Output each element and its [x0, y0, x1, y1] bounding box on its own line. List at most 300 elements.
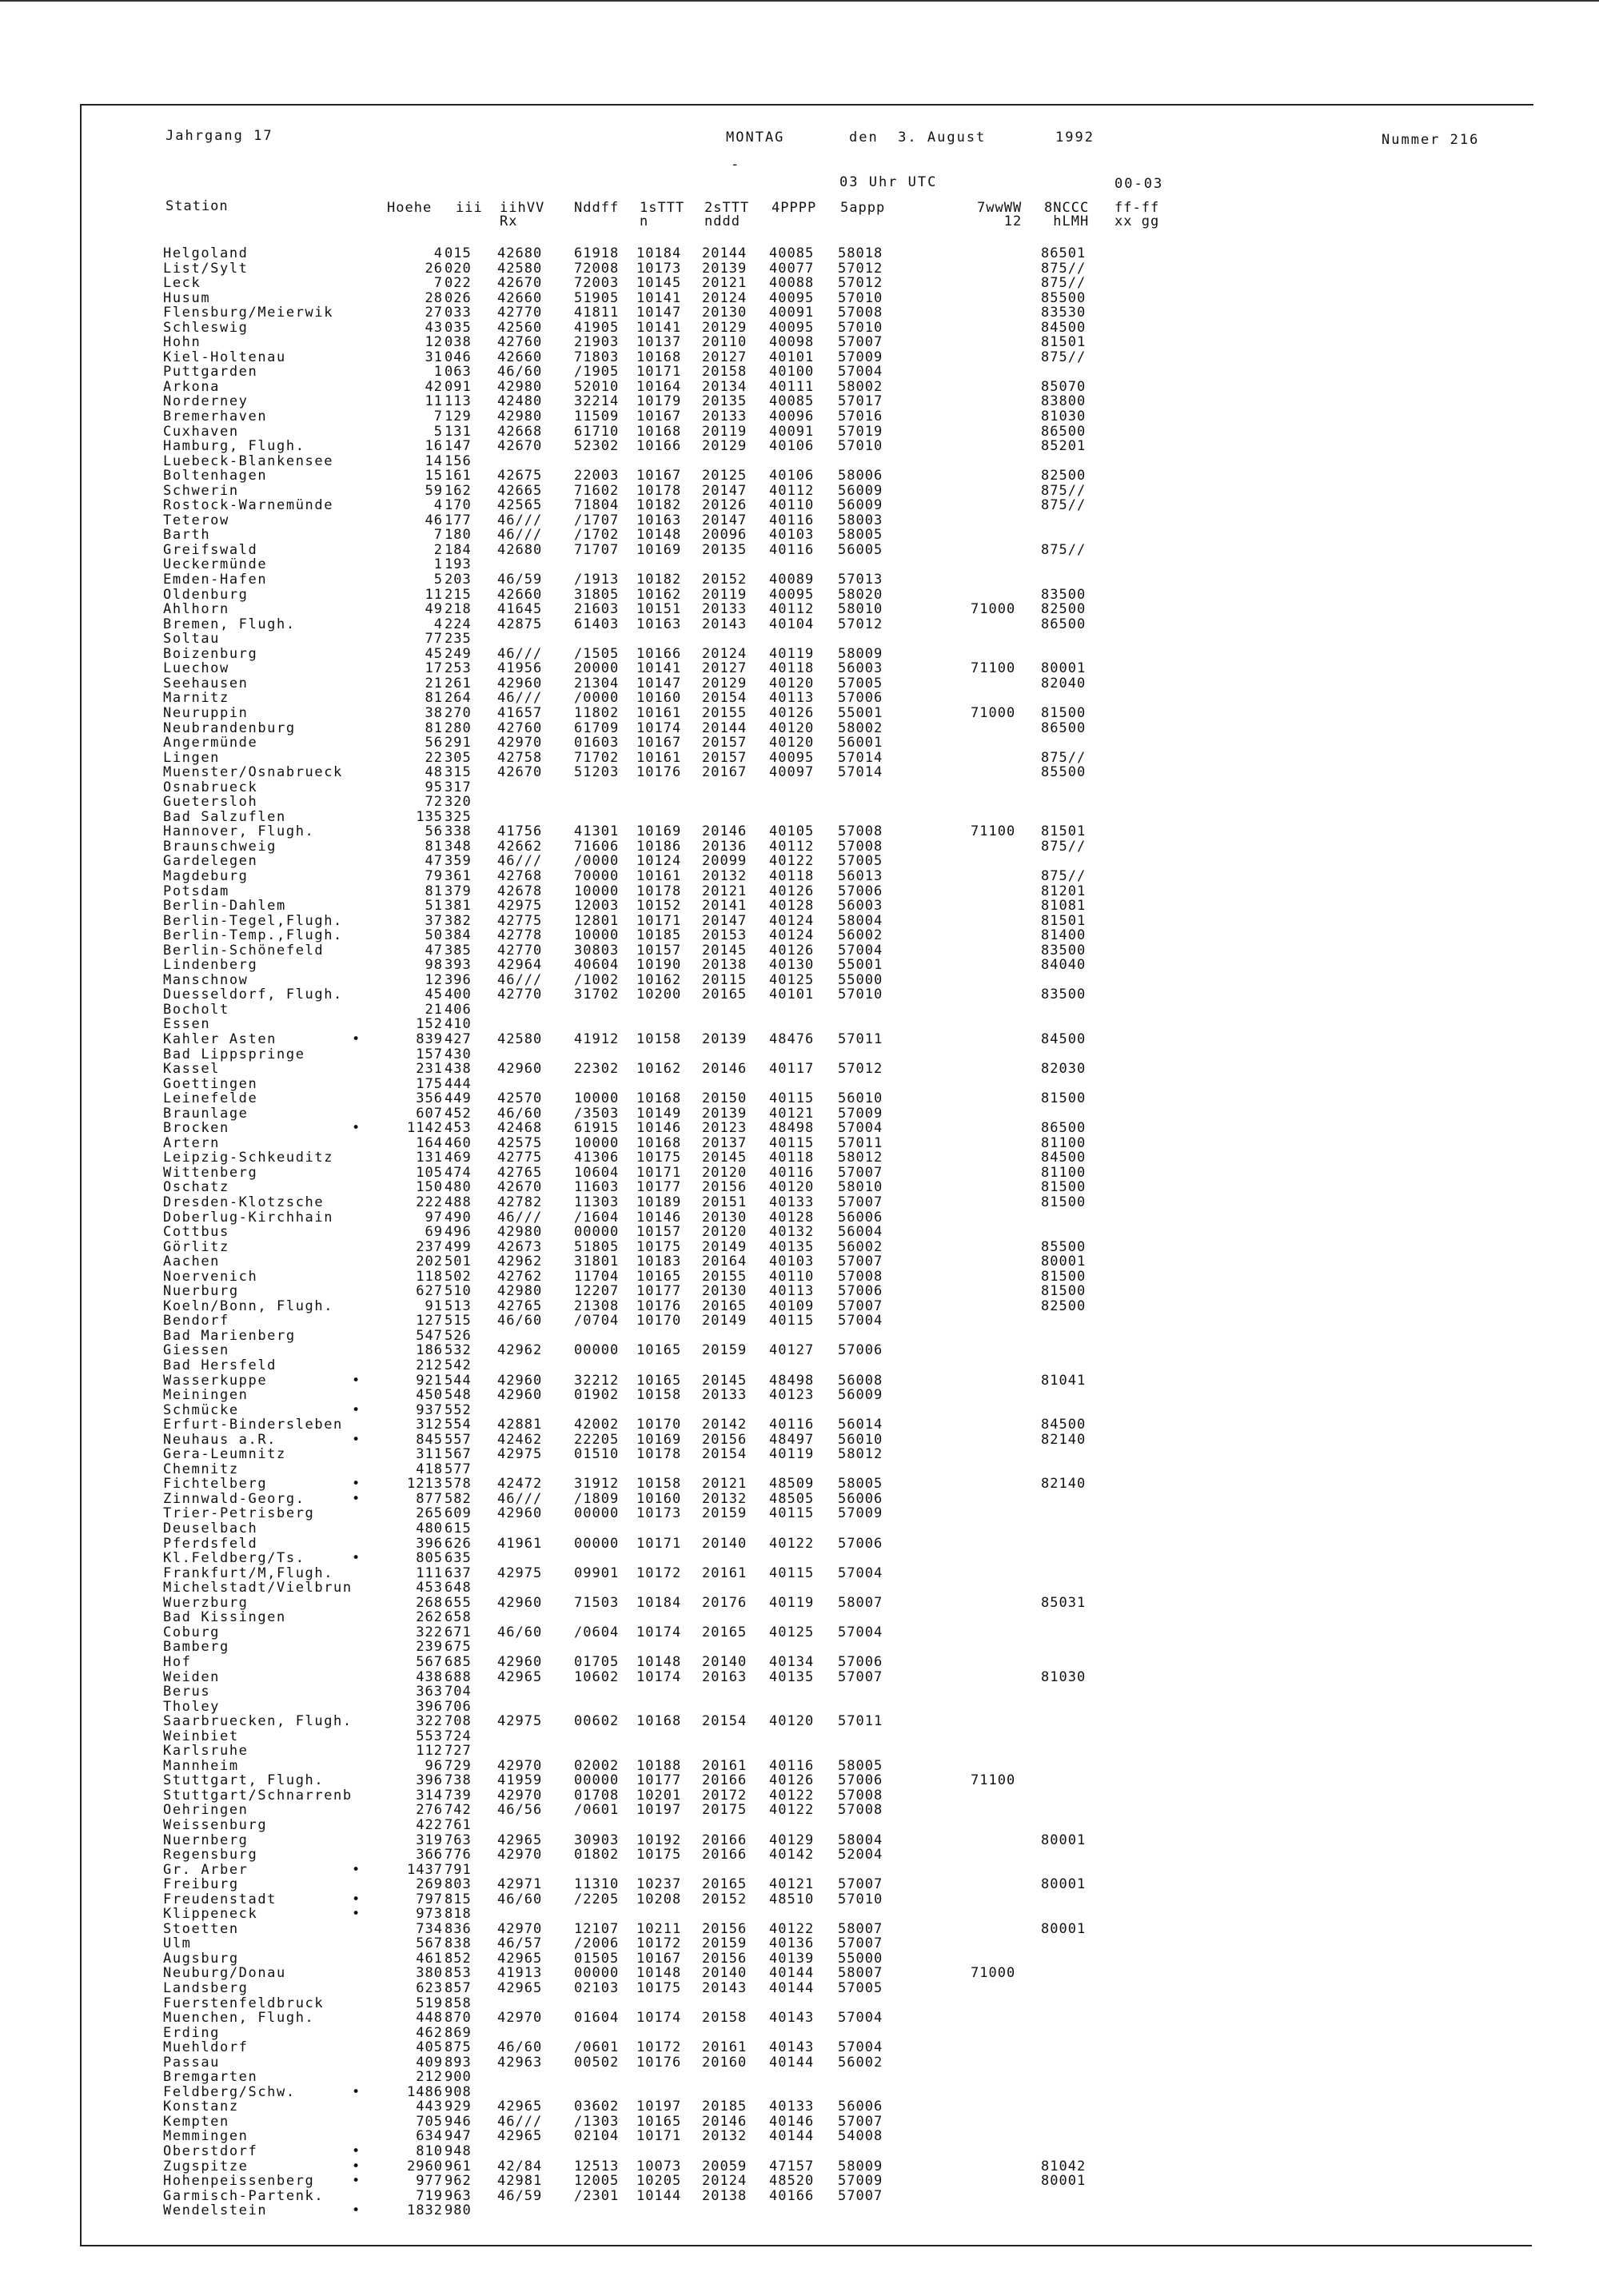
group-2sttt: 20132	[702, 867, 748, 884]
station-height: 152	[416, 1016, 443, 1033]
station-name: Oschatz	[163, 1179, 229, 1196]
station-height: 212	[416, 2069, 443, 2086]
station-number: 184	[445, 541, 472, 558]
group-4pppp: 40133	[769, 2099, 815, 2115]
station-number: 203	[445, 572, 472, 588]
group-2sttt: 20166	[702, 1772, 748, 1789]
station-height: 839	[416, 1030, 443, 1047]
group-1sttt: 10161	[636, 749, 682, 766]
station-name: Muehldorf	[163, 2039, 249, 2056]
table-row	[0, 543, 1599, 558]
group-2sttt: 20165	[702, 1297, 748, 1314]
group-1sttt: 10163	[636, 616, 682, 632]
station-height: 49	[425, 601, 443, 618]
station-height: 973	[416, 1906, 443, 1923]
group-iihvv: 42670	[497, 764, 543, 781]
col-7wwww: 7wwWW 12	[977, 200, 1023, 229]
group-nddff: 61710	[574, 423, 620, 440]
group-5appp: 56014	[838, 1417, 883, 1433]
group-iihvv: 42462	[497, 1431, 543, 1448]
group-iihvv: 41756	[497, 823, 543, 840]
station-height: 96	[425, 1757, 443, 1774]
station-name: Oberstdorf	[163, 2143, 258, 2159]
group-1sttt: 10175	[636, 1979, 682, 1996]
group-nddff: 00000	[574, 1965, 620, 1982]
station-height: 453	[416, 1580, 443, 1596]
group-2sttt: 20140	[702, 1535, 748, 1552]
table-row	[0, 1254, 1599, 1270]
station-number: 567	[445, 1446, 472, 1463]
station-height: 95	[425, 779, 443, 795]
group-1sttt: 10148	[636, 1965, 682, 1982]
station-name: Berlin-Schönefeld	[163, 942, 325, 959]
group-iihvv: 42678	[497, 883, 543, 899]
group-2sttt: 20139	[702, 1105, 748, 1122]
year-label: 1992	[1055, 130, 1095, 145]
col-iii: iii	[456, 200, 483, 216]
group-2sttt: 20141	[702, 898, 748, 915]
station-number: 469	[445, 1150, 472, 1166]
group-1sttt: 10176	[636, 1297, 682, 1314]
group-1sttt: 10158	[636, 1476, 682, 1493]
station-height: 314	[416, 1787, 443, 1804]
group-1sttt: 10174	[636, 2010, 682, 2027]
station-name: Luebeck-Blankensee	[163, 452, 334, 469]
group-iihvv: 42670	[497, 275, 543, 292]
group-2sttt: 20124	[702, 289, 748, 306]
group-5appp: 57010	[838, 987, 883, 1003]
station-name: Bamberg	[163, 1639, 229, 1656]
station-number: 315	[445, 764, 472, 781]
group-8nccc: 82500	[1041, 1297, 1087, 1314]
station-number: 033	[445, 305, 472, 321]
station-number: 325	[445, 808, 472, 825]
group-1sttt: 10162	[636, 586, 682, 603]
group-iihvv: 42560	[497, 319, 543, 336]
group-2sttt: 20138	[702, 957, 748, 974]
group-nddff: 71707	[574, 541, 620, 558]
group-2sttt: 20144	[702, 245, 748, 261]
group-4pppp: 48497	[769, 1431, 815, 1448]
station-height: 239	[416, 1639, 443, 1656]
group-nddff: 01705	[574, 1653, 620, 1670]
table-row	[0, 1017, 1599, 1032]
group-iihvv: 46///	[497, 1490, 543, 1507]
group-2sttt: 20138	[702, 2187, 748, 2204]
group-8nccc: 82030	[1041, 1061, 1087, 1078]
group-nddff: 22205	[574, 1431, 620, 1448]
group-iihvv: 42960	[497, 1594, 543, 1611]
table-row	[0, 914, 1599, 929]
station-name: Meiningen	[163, 1387, 249, 1404]
station-number: 400	[445, 987, 472, 1003]
group-8nccc: 86500	[1041, 423, 1087, 440]
table-row	[0, 824, 1599, 839]
group-nddff: 10000	[574, 1090, 620, 1107]
station-number: 193	[445, 556, 472, 573]
station-height: 977	[416, 2173, 443, 2190]
group-4pppp: 40143	[769, 2039, 815, 2056]
station-name: Soltau	[163, 631, 221, 648]
table-row	[0, 780, 1599, 795]
group-iihvv: 42670	[497, 1179, 543, 1196]
group-iihvv: 46///	[497, 2113, 543, 2130]
table-row	[0, 765, 1599, 780]
group-iihvv: 46///	[497, 1209, 543, 1226]
group-8nccc: 81500	[1041, 1268, 1087, 1285]
group-4pppp: 40103	[769, 1254, 815, 1270]
table-row	[0, 335, 1599, 350]
station-height: 634	[416, 2128, 443, 2145]
station-number: 658	[445, 1609, 472, 1626]
group-2sttt: 20152	[702, 1891, 748, 1907]
group-4pppp: 40089	[769, 572, 815, 588]
table-row	[0, 1788, 1599, 1804]
table-row	[0, 365, 1599, 380]
group-4pppp: 40091	[769, 423, 815, 440]
mountain-marker: •	[352, 2158, 361, 2174]
table-row	[0, 1047, 1599, 1062]
station-height: 719	[416, 2187, 443, 2204]
station-height: 26	[425, 260, 443, 277]
group-1sttt: 10137	[636, 334, 682, 351]
group-1sttt: 10171	[636, 1164, 682, 1181]
station-number: 542	[445, 1357, 472, 1374]
group-8nccc: 81500	[1041, 1283, 1087, 1300]
group-2sttt: 20145	[702, 1372, 748, 1389]
group-5appp: 57012	[838, 1061, 883, 1078]
station-height: 7	[433, 275, 443, 292]
table-row	[0, 468, 1599, 484]
group-2sttt: 20157	[702, 735, 748, 751]
table-row	[0, 1551, 1599, 1566]
group-1sttt: 10157	[636, 942, 682, 959]
table-row	[0, 735, 1599, 751]
station-name: Duesseldorf, Flugh.	[163, 987, 343, 1003]
col-ff-ff: ff-ff xx gg	[1115, 200, 1160, 229]
group-iihvv: 42775	[497, 1150, 543, 1166]
station-height: 276	[416, 1802, 443, 1819]
group-2sttt: 20146	[702, 1061, 748, 1078]
table-row	[0, 1313, 1599, 1329]
station-name: Oehringen	[163, 1802, 249, 1819]
station-name: Hamburg, Flugh.	[163, 438, 305, 455]
group-1sttt: 10166	[636, 645, 682, 662]
station-number: 359	[445, 853, 472, 870]
group-4pppp: 40112	[769, 601, 815, 618]
group-1sttt: 10165	[636, 1372, 682, 1389]
group-1sttt: 10177	[636, 1283, 682, 1300]
group-iihvv: 42975	[497, 1446, 543, 1463]
table-row	[0, 1506, 1599, 1521]
group-4pppp: 40119	[769, 1446, 815, 1463]
group-4pppp: 40125	[769, 971, 815, 988]
group-4pppp: 48498	[769, 1372, 815, 1389]
group-nddff: 61403	[574, 616, 620, 632]
group-8nccc: 80001	[1041, 1920, 1087, 1937]
group-iihvv: 42962	[497, 1342, 543, 1359]
group-nddff: 10000	[574, 1134, 620, 1151]
group-4pppp: 40088	[769, 275, 815, 292]
group-4pppp: 40109	[769, 1297, 815, 1314]
group-1sttt: 10148	[636, 1653, 682, 1670]
table-row	[0, 1655, 1599, 1670]
group-2sttt: 20130	[702, 305, 748, 321]
group-5appp: 57008	[838, 1787, 883, 1804]
station-height: 81	[425, 838, 443, 855]
group-5appp: 57007	[838, 1194, 883, 1210]
table-row	[0, 380, 1599, 395]
table-row	[0, 1299, 1599, 1314]
group-iihvv: 42480	[497, 393, 543, 410]
group-4pppp: 40132	[769, 1224, 815, 1241]
group-iihvv: 46///	[497, 527, 543, 544]
table-row	[0, 1477, 1599, 1492]
station-name: Norderney	[163, 393, 249, 410]
group-5appp: 57008	[838, 1268, 883, 1285]
station-number: 857	[445, 1979, 472, 1996]
group-5appp: 58007	[838, 1920, 883, 1937]
group-iihvv: 42770	[497, 942, 543, 959]
group-iihvv: 42660	[497, 289, 543, 306]
station-name: Schleswig	[163, 319, 249, 336]
group-5appp: 57007	[838, 1668, 883, 1685]
group-1sttt: 10205	[636, 2173, 682, 2190]
group-iihvv: 42/84	[497, 2158, 543, 2174]
group-4pppp: 40119	[769, 645, 815, 662]
group-4pppp: 40116	[769, 512, 815, 528]
table-row	[0, 1106, 1599, 1122]
station-number: 177	[445, 512, 472, 528]
group-nddff: 42002	[574, 1417, 620, 1433]
station-name: Luechow	[163, 660, 229, 677]
group-5appp: 57012	[838, 260, 883, 277]
station-number: 320	[445, 794, 472, 811]
group-4pppp: 40143	[769, 2010, 815, 2027]
group-8nccc: 85500	[1041, 1238, 1087, 1255]
table-row	[0, 2189, 1599, 2204]
group-nddff: 11509	[574, 409, 620, 425]
group-iihvv: 42758	[497, 749, 543, 766]
station-name: Hohn	[163, 334, 201, 351]
group-4pppp: 48505	[769, 1490, 815, 1507]
table-row	[0, 1062, 1599, 1077]
mountain-marker: •	[352, 1476, 361, 1493]
station-number: 946	[445, 2113, 472, 2130]
group-nddff: 02103	[574, 1979, 620, 1996]
group-iihvv: 42570	[497, 1090, 543, 1107]
group-5appp: 57009	[838, 1505, 883, 1522]
group-5appp: 57008	[838, 305, 883, 321]
group-5appp: 58012	[838, 1150, 883, 1166]
station-number: 382	[445, 912, 472, 929]
table-row	[0, 528, 1599, 543]
group-4pppp: 48498	[769, 1120, 815, 1137]
station-number: 532	[445, 1342, 472, 1359]
table-row	[0, 1803, 1599, 1818]
group-iihvv: 46/60	[497, 1313, 543, 1329]
group-8nccc: 81100	[1041, 1164, 1087, 1181]
group-nddff: 01708	[574, 1787, 620, 1804]
station-height: 105	[416, 1164, 443, 1181]
group-5appp: 56002	[838, 1238, 883, 1255]
group-nddff: 00602	[574, 1713, 620, 1730]
group-8nccc: 82040	[1041, 675, 1087, 692]
station-height: 797	[416, 1891, 443, 1907]
table-row	[0, 1566, 1599, 1581]
group-1sttt: 10171	[636, 912, 682, 929]
station-number: 147	[445, 438, 472, 455]
group-5appp: 58002	[838, 378, 883, 395]
group-iihvv: 42981	[497, 2173, 543, 2190]
group-nddff: /1913	[574, 572, 620, 588]
group-2sttt: 20154	[702, 690, 748, 707]
group-5appp: 55001	[838, 957, 883, 974]
group-4pppp: 40146	[769, 2113, 815, 2130]
station-height: 422	[416, 1816, 443, 1833]
station-name: Leck	[163, 275, 201, 292]
group-1sttt: 10167	[636, 735, 682, 751]
station-number: 444	[445, 1075, 472, 1092]
group-2sttt: 20163	[702, 1668, 748, 1685]
group-4pppp: 40122	[769, 1802, 815, 1819]
group-iihvv: 42970	[497, 1920, 543, 1937]
group-5appp: 57009	[838, 2173, 883, 2190]
group-iihvv: 42660	[497, 586, 543, 603]
station-name: Muenster/Osnabrueck	[163, 764, 343, 781]
station-height: 567	[416, 1653, 443, 1670]
group-iihvv: 42875	[497, 616, 543, 632]
station-height: 12	[425, 971, 443, 988]
group-1sttt: 10188	[636, 1757, 682, 1774]
table-row	[0, 572, 1599, 588]
table-row	[0, 246, 1599, 261]
group-4pppp: 40117	[769, 1061, 815, 1078]
group-nddff: 11603	[574, 1179, 620, 1196]
group-4pppp: 40097	[769, 764, 815, 781]
station-height: 396	[416, 1698, 443, 1715]
station-height: 47	[425, 942, 443, 959]
station-number: 235	[445, 631, 472, 648]
station-height: 1213	[407, 1476, 443, 1493]
group-2sttt: 20129	[702, 319, 748, 336]
group-4pppp: 40122	[769, 1787, 815, 1804]
group-4pppp: 40121	[769, 1105, 815, 1122]
group-4pppp: 40144	[769, 2054, 815, 2071]
group-5appp: 56009	[838, 497, 883, 514]
table-row	[0, 1580, 1599, 1596]
group-1sttt: 10177	[636, 1772, 682, 1789]
station-height: 15	[425, 468, 443, 484]
station-number: 091	[445, 378, 472, 395]
group-iihvv: 42975	[497, 1713, 543, 1730]
station-height: 14	[425, 452, 443, 469]
station-number: 900	[445, 2069, 472, 2086]
group-1sttt: 10073	[636, 2158, 682, 2174]
group-5appp: 56001	[838, 735, 883, 751]
group-5appp: 58010	[838, 601, 883, 618]
station-number: 688	[445, 1668, 472, 1685]
station-name: Ulm	[163, 1935, 192, 1952]
group-nddff: 11310	[574, 1876, 620, 1893]
station-name: Bad Hersfeld	[163, 1357, 277, 1374]
group-8nccc: 81041	[1041, 1372, 1087, 1389]
group-5appp: 56003	[838, 898, 883, 915]
mountain-marker: •	[352, 1030, 361, 1047]
table-row	[0, 1492, 1599, 1507]
group-1sttt: 10152	[636, 898, 682, 915]
station-number: 838	[445, 1935, 472, 1952]
station-name: Marnitz	[163, 690, 229, 707]
station-name: Gardelegen	[163, 853, 258, 870]
group-5appp: 57010	[838, 289, 883, 306]
station-name: Lindenberg	[163, 957, 258, 974]
group-1sttt: 10161	[636, 704, 682, 721]
group-1sttt: 10165	[636, 1342, 682, 1359]
group-2sttt: 20124	[702, 645, 748, 662]
group-nddff: 31702	[574, 987, 620, 1003]
station-name: Nuernberg	[163, 1832, 249, 1848]
station-height: 1832	[407, 2202, 443, 2219]
group-5appp: 56013	[838, 867, 883, 884]
station-height: 56	[425, 823, 443, 840]
group-nddff: 11802	[574, 704, 620, 721]
group-5appp: 58010	[838, 1179, 883, 1196]
station-name: Kempten	[163, 2113, 229, 2130]
table-row	[0, 1284, 1599, 1299]
station-number: 948	[445, 2143, 472, 2159]
group-nddff: 00000	[574, 1342, 620, 1359]
group-5appp: 57004	[838, 942, 883, 959]
group-1sttt: 10146	[636, 1120, 682, 1137]
station-height: 2	[433, 541, 443, 558]
group-nddff: 01604	[574, 2010, 620, 2027]
group-2sttt: 20161	[702, 1565, 748, 1581]
station-number: 875	[445, 2039, 472, 2056]
station-number: 381	[445, 898, 472, 915]
group-2sttt: 20136	[702, 838, 748, 855]
group-2sttt: 20120	[702, 1224, 748, 1241]
group-iihvv: 42680	[497, 541, 543, 558]
time-window: 00-03	[1115, 176, 1164, 192]
station-number: 708	[445, 1713, 472, 1730]
group-nddff: /1505	[574, 645, 620, 662]
table-row	[0, 2129, 1599, 2144]
station-height: 366	[416, 1847, 443, 1864]
table-row	[0, 1329, 1599, 1344]
group-iihvv: 46/56	[497, 1802, 543, 1819]
group-iihvv: 42960	[497, 1387, 543, 1404]
table-row	[0, 2011, 1599, 2026]
station-name: Chemnitz	[163, 1461, 239, 1477]
group-5appp: 57006	[838, 1342, 883, 1359]
group-1sttt: 10171	[636, 364, 682, 381]
group-iihvv: 42782	[497, 1194, 543, 1210]
station-height: 1	[433, 556, 443, 573]
group-iihvv: 46/59	[497, 2187, 543, 2204]
station-number: 438	[445, 1061, 472, 1078]
group-8nccc: 85500	[1041, 289, 1087, 306]
group-nddff: /3503	[574, 1105, 620, 1122]
station-height: 81	[425, 690, 443, 707]
station-height: 405	[416, 2039, 443, 2056]
station-name: Wendelstein	[163, 2202, 268, 2219]
table-row	[0, 602, 1599, 617]
group-4pppp: 40133	[769, 1194, 815, 1210]
group-8nccc: 875//	[1041, 482, 1087, 499]
group-nddff: /0601	[574, 2039, 620, 2056]
group-1sttt: 10168	[636, 349, 682, 365]
